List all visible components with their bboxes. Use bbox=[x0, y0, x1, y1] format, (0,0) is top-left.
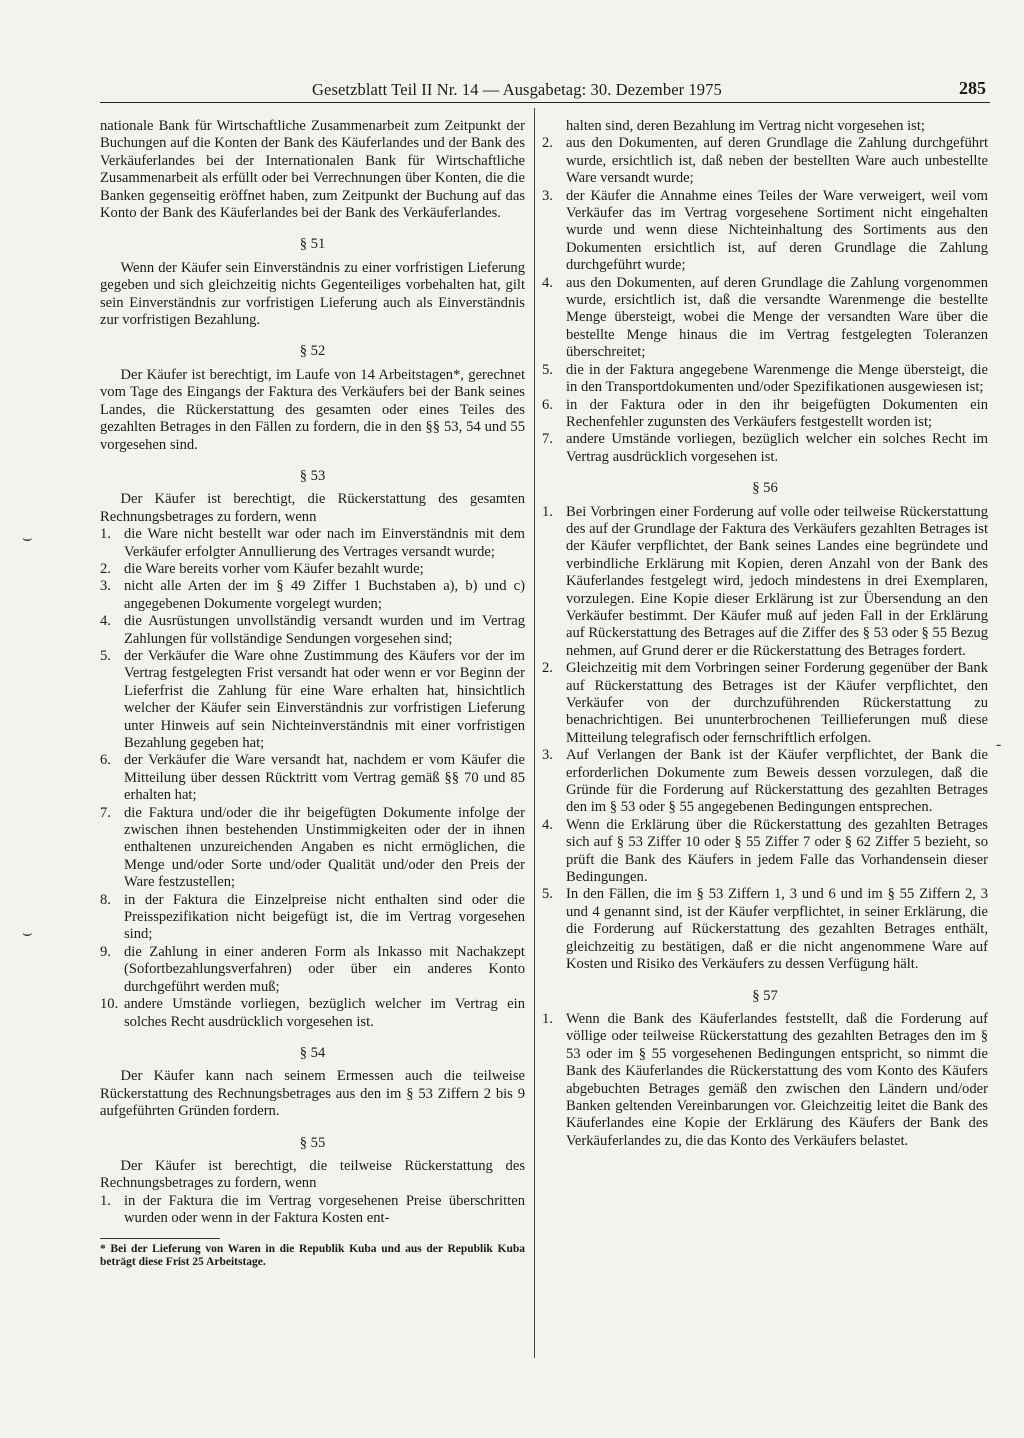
item-number: 5. bbox=[542, 886, 553, 903]
list-item bbox=[100, 526, 525, 561]
item-text: die Faktura und/oder die ihr beigefügten Dokumente infolge der zwischen ihnen bestehenden Unstimmigkeiten oder der in ihnen enthaltenen unzureichenden Angaben es nicht ermöglichen, die Menge und/oder Sorte und/oder Qualität und/oder den Preis der Ware festzustellen; bbox=[124, 804, 525, 891]
item-text: der Käufer die Annahme eines Teiles der Ware verweigert, weil vom Verkäufer das im Vertrag vorgesehene Sortiment nicht eingehalten wurde und wenn diese Nichteinhaltung des Sortiments aus den Dokumenten ersichtlich ist, auf deren Grundlage die Zahlung durchgeführt wurde; bbox=[566, 187, 988, 274]
list-item bbox=[100, 805, 525, 892]
item-number: 1. bbox=[100, 1192, 111, 1209]
section-55-list bbox=[542, 135, 988, 466]
margin-dash-icon: - bbox=[996, 736, 1002, 753]
item-number: 5. bbox=[100, 647, 111, 664]
item-text: In den Fällen, die im § 53 Ziffern 1, 3 und 6 und im § 55 Ziffern 2, 3 und 4 genannt sind, ist der Käufer verpflichtet, in seiner Erklärung, die die Forderung auf Rückerstattung des gezahlten Betrages enthält, gleichzeitig zu bestätigen, daß er die nicht angenommene Ware auf Kosten und Risiko des Verkäufers zu dessen Verfügung hält. bbox=[566, 886, 988, 973]
item-text: die Zahlung in einer anderen Form als Inkasso mit Nachakzept (Sofortbezahlungsverfahren) oder über ein anderes Konto durchgeführt werden muß; bbox=[124, 943, 525, 995]
list-item bbox=[100, 613, 525, 648]
section-55-list-start bbox=[100, 1193, 525, 1228]
item-text: aus den Dokumenten, auf deren Grundlage die Zahlung vorgenommen wurde, ersichtlich ist, daß die versandte Warenmenge die bestellte Menge übersteigt, wobei die Menge der versandten Ware über die bestellte Menge hinaus die im Vertrag festgelegten Toleranzen überschreitet; bbox=[566, 274, 988, 361]
item-text: der Verkäufer die Ware ohne Zustimmung des Käufers vor der im Vertrag festgelegten Frist versandt hat oder wenn er vor Beginn der Lieferfrist die Zahlung für eine Ware erhalten hat, hinsichtlich welcher der Käufer sein Einverständnis zur vorfristigen Lieferung unter Hinweis auf sein Nichteinverständnis mit einer vorfristigen Bezahlung gegeben hat; bbox=[124, 647, 525, 751]
item-text: die Ausrüstungen unvollständig versandt wurden und im Vertrag Zahlungen für vollständige Sendungen vorgesehen sind; bbox=[124, 613, 525, 647]
header-title: Gesetzblatt Teil II Nr. 14 — Ausgabetag: 30. Dezember 1975 bbox=[312, 80, 722, 99]
item-text: andere Umstände vorliegen, bezüglich welcher ein solches Recht im Vertrag ausdrücklich vorgesehen ist. bbox=[566, 431, 988, 465]
item-text: die Ware bereits vorher vom Käufer bezahlt wurde; bbox=[124, 560, 424, 577]
item-text: in der Faktura die Einzelpreise nicht enthalten sind oder die Preisspezifikation nicht beigefügt ist, die im Vertrag vorgesehen sind; bbox=[124, 891, 525, 943]
list-item bbox=[542, 886, 988, 973]
item-text: die in der Faktura angegebene Warenmenge die Menge übersteigt, die in den Transportdokumenten und/oder Spezifikationen ausgewiesen ist; bbox=[566, 361, 988, 396]
list-item bbox=[542, 275, 988, 362]
list-item bbox=[542, 431, 988, 466]
item-number: 7. bbox=[100, 804, 111, 821]
list-item bbox=[542, 188, 988, 275]
item-number: 1. bbox=[542, 1010, 553, 1027]
list-item bbox=[100, 944, 525, 996]
list-item bbox=[100, 561, 525, 578]
section-heading-53: § 53 bbox=[299, 467, 326, 484]
item-text: aus den Dokumenten, auf deren Grundlage die Zahlung durchgeführt wurde, ersichtlich ist, daß neben der bestellten Ware auch unbestellte Ware versandt wurde; bbox=[566, 135, 988, 187]
section-55-item-1-continuation: halten sind, deren Bezahlung im Vertrag nicht vorgesehen ist; bbox=[566, 118, 925, 134]
footnote: * Bei der Lieferung von Waren in die Republik Kuba und aus der Republik Kuba beträgt diese Frist 25 Arbeitstage. bbox=[100, 1242, 525, 1268]
item-number: 6. bbox=[100, 752, 111, 769]
list-item bbox=[100, 578, 525, 613]
section-54-text: Der Käufer kann nach seinem Ermessen auch die teilweise Rückerstattung des Rechnungsbetrages aus den im § 53 Ziffern 2 bis 9 aufgeführten Gründen fordern. bbox=[100, 1068, 525, 1120]
left-column bbox=[100, 118, 525, 1269]
item-text: die Ware nicht bestellt war oder nach im Einverständnis mit dem Verkäufer erfolgter Annullierung des Vertrages versandt wurde; bbox=[124, 526, 525, 560]
item-text: Auf Verlangen der Bank ist der Käufer verpflichtet, der Bank die erforderlichen Dokumente zum Beweis dessen vorzulegen, daß die Gründe für die Forderung auf Rückerstattung des gezahlten Betrages den im § 53 oder § 55 angegebenen Bedingungen entsprechen. bbox=[566, 747, 988, 816]
list-item bbox=[542, 397, 988, 432]
item-text: der Verkäufer die Ware versandt hat, nachdem er vom Käufer die Mitteilung über dessen Rücktritt vom Vertrag gemäß §§ 70 und 85 erhalten hat; bbox=[124, 752, 525, 804]
item-text: Gleichzeitig mit dem Vorbringen seiner Forderung gegenüber der Bank auf Rückerstattung des Betrages ist der Käufer verpflichtet, den Verkäufer von der durchzuführenden Rückerstattung zu benachrichtigen. Bei ununterbrochenen Teillieferungen muß diese Mitteilung telegrafisch oder fernschriftlich erfolgen. bbox=[566, 660, 988, 746]
section-heading-55: § 55 bbox=[299, 1134, 326, 1151]
section-heading-57: § 57 bbox=[752, 987, 778, 1004]
list-item bbox=[100, 892, 525, 944]
section-heading-52: § 52 bbox=[299, 343, 326, 360]
section-53-intro: Der Käufer ist berechtigt, die Rückerstattung des gesamten Rechnungsbetrages zu fordern, wenn bbox=[100, 491, 525, 525]
item-text: andere Umstände vorliegen, bezüglich welcher im Vertrag ein solches Recht ausdrücklich vorgesehen ist. bbox=[124, 996, 525, 1030]
item-number: 2. bbox=[542, 135, 553, 152]
item-number: 3. bbox=[542, 747, 553, 764]
section-52-text: Der Käufer ist berechtigt, im Laufe von 14 Arbeitstagen*, gerechnet vom Tage des Eingangs der Faktura des Verkäufers bei der Bank seines Landes, die Rückerstattung des gesamten oder eines Teiles des gezahlten Betrages in den Fällen zu fordern, die in den §§ 53, 54 und 55 vorgesehen sind. bbox=[100, 366, 525, 453]
section-56-list bbox=[542, 504, 988, 974]
list-item bbox=[542, 747, 988, 817]
item-number: 1. bbox=[542, 503, 553, 520]
right-column bbox=[542, 118, 988, 1150]
intro-paragraph: nationale Bank für Wirtschaftliche Zusammenarbeit zum Zeitpunkt der Buchungen auf die Konten der Bank des Käuferlandes und der Bank des Verkäuferlandes bei der Internationalen Bank für Wirtschaftliche Zusammenarbeit als erfüllt oder bei Verrechnungen über Konten, die die Banken gegenseitig eröffnet haben, zum Zeitpunkt der Buchung auf das Konto der Bank des Käuferlandes bei der Bank des Verkäuferlandes. bbox=[100, 118, 525, 222]
section-heading-54: § 54 bbox=[299, 1044, 326, 1061]
margin-mark-icon: ⌣ bbox=[22, 530, 33, 547]
margin-mark-icon: ⌣ bbox=[22, 925, 33, 942]
item-number: 4. bbox=[100, 613, 111, 630]
list-item bbox=[542, 362, 988, 397]
item-number: 9. bbox=[100, 943, 111, 960]
list-item bbox=[542, 660, 988, 747]
list-item bbox=[542, 135, 988, 187]
list-item bbox=[100, 1193, 525, 1228]
list-item bbox=[542, 504, 988, 661]
item-number: 4. bbox=[542, 274, 553, 291]
item-text: Wenn die Erklärung über die Rückerstattung des gezahlten Betrages sich auf § 53 Ziffer 10 oder § 55 Ziffer 7 oder § 62 Ziffer 5 bezieht, so prüft die Bank des Käufers in jedem Falle das Vorhandensein dieser Bedingungen. bbox=[566, 816, 988, 886]
item-text: Bei Vorbringen einer Forderung auf volle oder teilweise Rückerstattung des auf der Grundlage der Faktura des Verkäufers gezahlten Betrages ist der Käufer verpflichtet, der Bank seines Landes eine begründete und verbindliche Erklärung mit Kopien, deren Anzahl von der Bank des Käuferlandes festgelegt wird, jedoch mindestens in drei Exemplaren, vorzulegen. Eine Kopie dieser Erklärung ist zur Übersendung an den Verkäufer bestimmt. Der Käufer muß auf jeden Fall in der Erklärung auf Rückerstattung des Betrages auf die Ziffer des § 53 oder § 55 Bezug nehmen, auf Grund derer er die Rückerstattung des Betrages fordert. bbox=[566, 503, 988, 659]
item-text: in der Faktura die im Vertrag vorgesehenen Preise überschritten wurden oder wenn in der Faktura Kosten ent- bbox=[124, 1192, 525, 1227]
section-55-intro: Der Käufer ist berechtigt, die teilweise Rückerstattung des Rechnungsbetrages zu fordern, wenn bbox=[100, 1157, 525, 1192]
item-text: nicht alle Arten der im § 49 Ziffer 1 Buchstaben a), b) und c) angegebenen Dokumente vorgelegt wurden; bbox=[124, 578, 525, 612]
list-item bbox=[100, 648, 525, 752]
section-heading-56: § 56 bbox=[752, 480, 778, 497]
page-header bbox=[100, 80, 990, 103]
item-number: 10. bbox=[100, 996, 119, 1013]
item-number: 7. bbox=[542, 431, 553, 448]
item-text: in der Faktura oder in den ihr beigefügten Dokumenten ein Rechenfehler zugunsten des Verkäufers festgestellt worden ist; bbox=[566, 396, 988, 430]
item-number: 3. bbox=[100, 578, 111, 595]
list-item bbox=[542, 1011, 988, 1150]
item-number: 4. bbox=[542, 816, 553, 833]
section-heading-51: § 51 bbox=[299, 236, 326, 253]
item-number: 2. bbox=[100, 560, 111, 577]
list-item bbox=[100, 996, 525, 1031]
section-57-list bbox=[542, 1011, 988, 1150]
item-number: 2. bbox=[542, 660, 553, 677]
item-number: 1. bbox=[100, 526, 111, 543]
item-text: Wenn die Bank des Käuferlandes feststellt, daß die Forderung auf völlige oder teilweise Rückerstattung des gezahlten Betrages den im § 53 oder im § 55 vorgesehenen Bedingungen entspricht, so nimmt die Bank des Käuferlandes die Rückerstattung des vom Konto des Käufers abgebuchten Betrages gemäß den zwischen den Ländern und/oder Banken geltenden Vereinbarungen vor. Gleichzeitig leitet die Bank des Käuferlandes eine Kopie der Erklärung des Käufers der Bank des Verkäuferlandes zu, die das Konto des Verkäufers belastet. bbox=[566, 1010, 988, 1149]
item-number: 3. bbox=[542, 187, 553, 204]
section-53-list bbox=[100, 526, 525, 1031]
item-number: 8. bbox=[100, 891, 111, 908]
list-item bbox=[100, 752, 525, 804]
item-number: 5. bbox=[542, 361, 553, 378]
section-51-text: Wenn der Käufer sein Einverständnis zu einer vorfristigen Lieferung gegeben und sich gleichzeitig nichts Gegenteiliges vorbehalten hat, gilt sein Einverständnis zur vorfristigen Lieferung auch als Einverständnis zur vorfristigen Bezahlung. bbox=[100, 259, 525, 329]
page-number: 285 bbox=[959, 78, 986, 98]
item-number: 6. bbox=[542, 396, 553, 413]
list-item bbox=[542, 817, 988, 887]
footnote-divider bbox=[100, 1238, 220, 1239]
